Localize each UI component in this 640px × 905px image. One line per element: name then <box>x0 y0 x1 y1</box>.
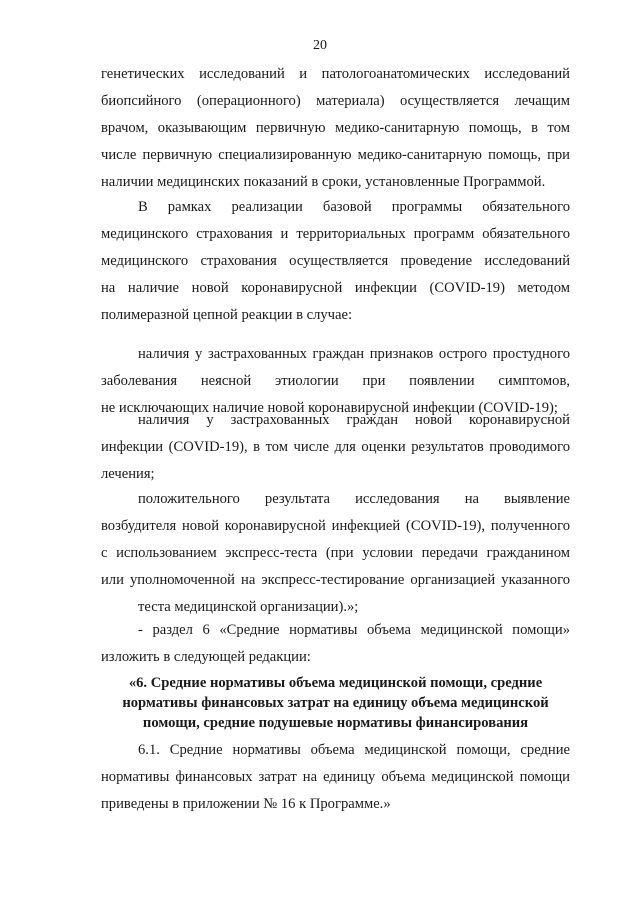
paragraph-line: - раздел 6 «Средние нормативы объема медицинской помощи» <box>138 622 570 638</box>
paragraph-line: В рамках реализации базовой программы обязательного <box>138 199 570 215</box>
paragraph-line: числе первичную специализированную медико-санитарную помощь, при <box>101 147 570 163</box>
paragraph-1 <box>101 61 570 196</box>
paragraph-line: не исключающих наличие новой коронавирусной инфекции (COVID-19); <box>101 400 558 416</box>
paragraph-line: биопсийного (операционного) материала) осуществляется лечащим <box>101 93 570 109</box>
paragraph-line: изложить в следующей редакции: <box>101 649 311 665</box>
paragraph-2 <box>101 194 570 329</box>
paragraph-line: теста медицинской организации).»; <box>138 599 359 615</box>
paragraph-line: врачом, оказывающим первичную медико-санитарную помощь, в том <box>101 120 570 136</box>
paragraph-line: возбудителя новой коронавирусной инфекцией (COVID-19), полученного <box>101 518 570 534</box>
paragraph-6 <box>101 617 570 671</box>
paragraph-line: с использованием экспресс-теста (при условии передачи гражданином <box>101 545 570 561</box>
paragraph-5 <box>101 486 570 621</box>
heading-line: «6. Средние нормативы объема медицинской помощи, средние <box>128 675 543 691</box>
paragraph-line: медицинского страхования и территориальных программ обязательного <box>101 226 570 242</box>
paragraph-line: лечения; <box>101 466 155 482</box>
paragraph-final <box>101 737 570 818</box>
paragraph-line: наличия у застрахованных граждан признаков острого простудного <box>138 346 570 362</box>
paragraph-line: генетических исследований и патологоанатомических исследований <box>101 66 570 82</box>
heading-line: помощи, средние подушевые нормативы финансирования <box>142 715 529 731</box>
paragraph-line: положительного результата исследования на выявление <box>138 491 570 507</box>
paragraph-line: нормативы финансовых затрат на единицу объема медицинской помощи <box>101 769 570 785</box>
section-heading <box>101 673 570 733</box>
page-number: 20 <box>313 38 327 53</box>
paragraph-line: заболевания неясной этиологии при появлении симптомов, <box>101 373 570 389</box>
paragraph-line: медицинского страхования осуществляется проведение исследований <box>101 253 570 269</box>
paragraph-line: наличии медицинских показаний в сроки, установленные Программой. <box>101 174 546 190</box>
paragraph-line: или уполномоченной на экспресс-тестирование организацией указанного <box>101 572 570 588</box>
paragraph-4 <box>101 407 570 488</box>
paragraph-line: 6.1. Средние нормативы объема медицинской помощи, средние <box>138 742 570 758</box>
paragraph-line: инфекции (COVID-19), в том числе для оценки результатов проводимого <box>101 439 570 455</box>
heading-line: нормативы финансовых затрат на единицу объема медицинской <box>122 695 549 711</box>
paragraph-line: наличия у застрахованных граждан новой коронавирусной <box>138 412 570 428</box>
paragraph-line: приведены в приложении № 16 к Программе.» <box>101 796 391 812</box>
paragraph-line: полимеразной цепной реакции в случае: <box>101 307 353 323</box>
paragraph-line: на наличие новой коронавирусной инфекции (COVID-19) методом <box>101 280 570 296</box>
